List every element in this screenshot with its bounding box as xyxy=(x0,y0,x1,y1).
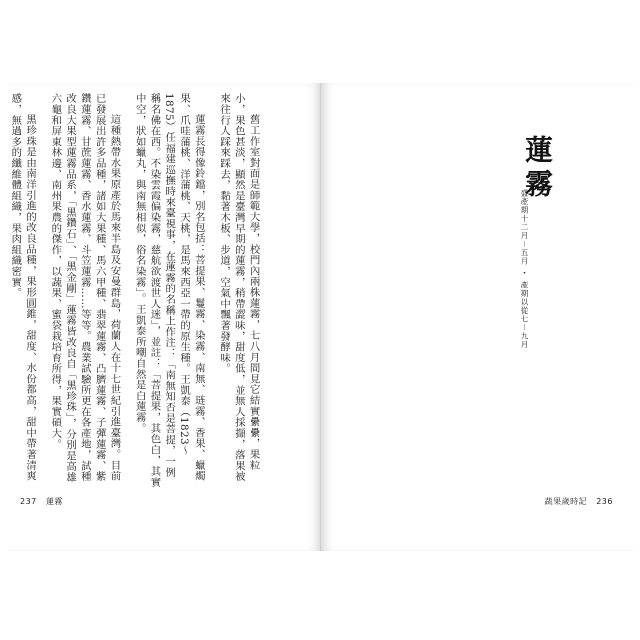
paragraph: 這種熱帶水果原產於馬來半島及安曼群島，荷蘭人在十七世紀引進臺灣。目前已發展出許多品種，諸如大果種、馬六甲種、翡翠蓮霧、凸臍蓮霧、子彈蓮霧、紫鑽蓮霧、甘蔗蓮霧、香水蓮霧、斗笠蓮霧……等等。農業試驗所更在各產地，試種改良大果型蓮霧品系，「黑鑽石」、「黑金剛」蓮霧皆改良自「黑珍珠」，分別是高雄六龜和屏東林邊、南州果農的傑作，以蔬果、蜜袋栽培育所得，果實碩大。 xyxy=(49,93,121,483)
paragraph: 舊工作室對面是師範大學，校門內兩株蓮霧，七八月間見它結實纍纍，果粒小，果色甚淡，顯然是臺灣早期的蓮霧，稍帶澀味，甜度低，並無人採擷，落果被來往行人踩來踩去，黏著木板、步道，空氣中飄著發酵味。 xyxy=(218,93,260,482)
chapter-title: 蓮霧 xyxy=(521,135,554,203)
paragraph: 黑珍珠是由南洋引進的改良品種，果形圓錐，甜度、水份都高，甜中帶著清爽感，無過多的纖維體組織，果肉組織密實。 xyxy=(9,93,37,481)
running-title: 蔬果歲時記 xyxy=(544,497,588,506)
page-number: 236 xyxy=(596,497,613,506)
page-number: 237 xyxy=(20,497,37,506)
season-peak: 盛產期十二月－五月 xyxy=(520,189,529,266)
running-title: 蓮霧 xyxy=(45,497,63,506)
left-page xyxy=(8,83,321,551)
season-separator: ・ xyxy=(520,268,529,278)
left-page-body xyxy=(0,93,271,488)
paragraph: 蓮霧長得像鈴鐺，別名包括：菩提果、鬘霧、染霧、南無、琏霧、香果、蠟燭果、爪哇蒲桃、洋蒲桃、天桃，是馬來西亞一帶的原生種。王凱泰（1823～1875）任福建巡撫時來臺視事，在蓮霧的名稱上作注：「南無知否是菩提，一例稱名佛在西。不染雲霞偏染霧，慈航欲渡世人迷」，並註：「菩提果，其色白，其實中空，狀如蠟丸，與南無相似，俗名染霧」。王凱泰所嘲自然是白蓮霧。 xyxy=(133,93,205,488)
fruit-season-note xyxy=(519,189,530,349)
right-folio xyxy=(545,496,613,507)
left-folio xyxy=(20,496,63,507)
season-secondary: 產期以從七－九月 xyxy=(520,280,529,349)
right-page xyxy=(321,83,633,551)
